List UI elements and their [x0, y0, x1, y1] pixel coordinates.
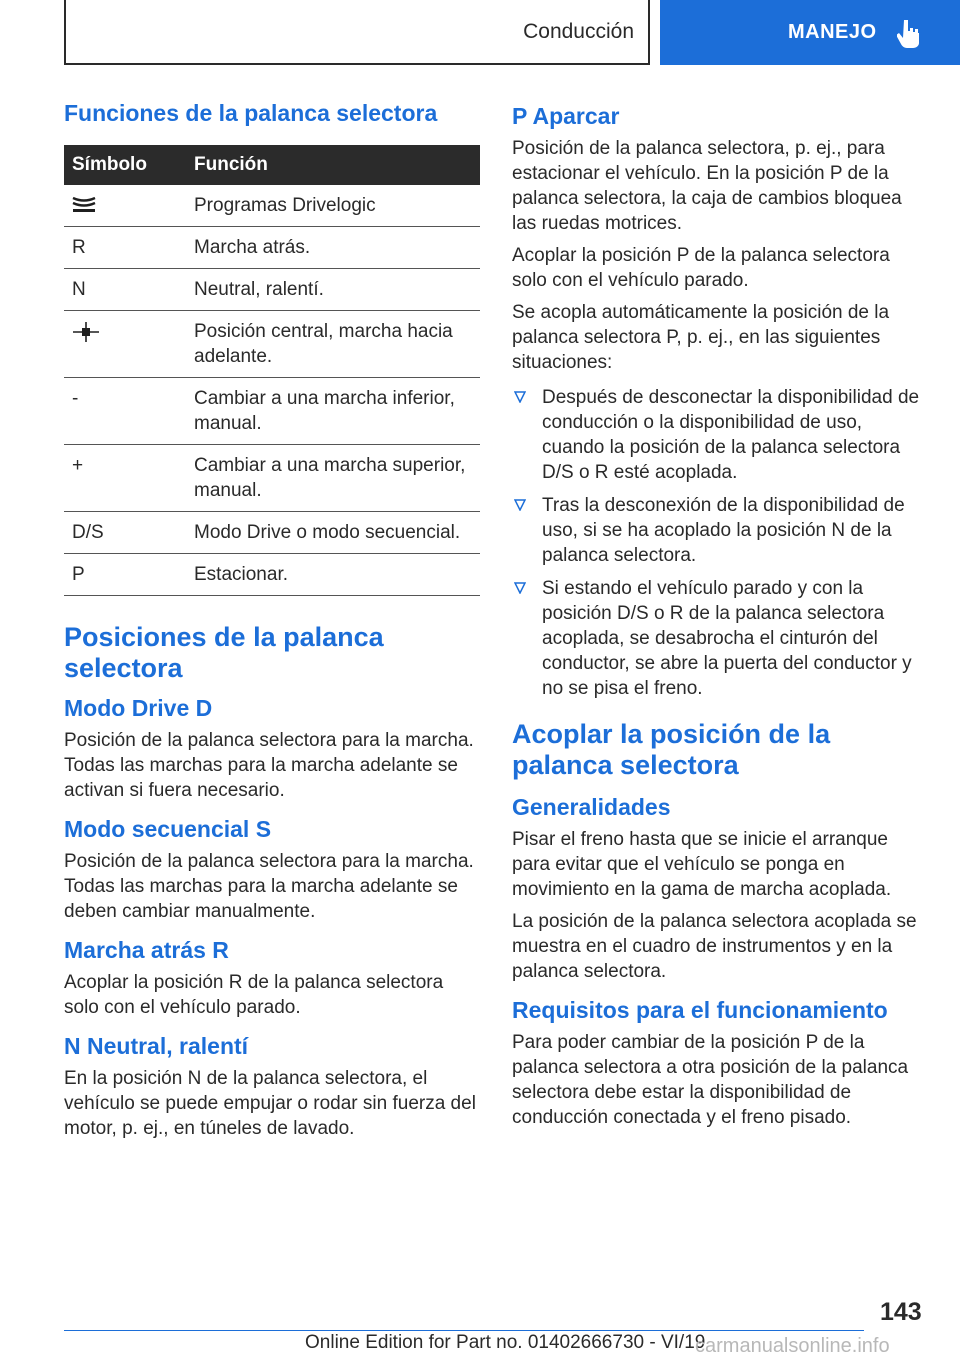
- park-heading: P Aparcar: [512, 103, 620, 129]
- column-header-function: Función: [194, 154, 268, 175]
- header-chapter-tab[interactable]: [660, 0, 960, 65]
- sequential-mode-text: Posición de la palanca selectora para la marcha. Todas las marchas para la marcha adelante se deben cambiar manualmente.: [64, 851, 474, 922]
- table-cell-symbol: R: [64, 227, 188, 269]
- hand-pointer-icon: [897, 18, 923, 48]
- table-cell-function: Marcha atrás.: [188, 227, 480, 269]
- watermark: carmanualsonline.info: [695, 1335, 890, 1357]
- footer-edition: Online Edition for Part no. 01402666730 - VI/19: [305, 1332, 706, 1353]
- table-row: [64, 311, 480, 378]
- drive-mode-text: Posición de la palanca selectora para la marcha. Todas las marchas para la marcha adelante se activan si fuera necesario.: [64, 730, 474, 801]
- positions-heading: Posiciones de la palanca selectora: [64, 622, 384, 683]
- table-cell-function: Neutral, ralentí.: [188, 269, 480, 311]
- table-cell-function: Modo Drive o modo secuencial.: [188, 512, 480, 554]
- table-cell-symbol: [64, 185, 188, 227]
- center-position-icon: [72, 321, 100, 343]
- list-item: [512, 576, 928, 701]
- table-cell-symbol: P: [64, 554, 188, 596]
- column-header-symbol: Símbolo: [72, 154, 147, 175]
- general-paragraph-2: La posición de la palanca selectora acoplada se muestra en el cuadro de instrumentos y en la palanca selectora.: [512, 911, 917, 982]
- reverse-text: Acoplar la posición R de la palanca selectora solo con el vehículo parado.: [64, 972, 444, 1018]
- header-chapter-label: MANEJO: [788, 21, 877, 43]
- list-item: [512, 493, 928, 568]
- sequential-mode-heading: Modo secuencial S: [64, 816, 272, 842]
- drivelogic-icon: [72, 195, 96, 215]
- list-item: [512, 385, 928, 485]
- reverse-heading: Marcha atrás R: [64, 937, 229, 963]
- table-row: [64, 378, 480, 445]
- table-row: [64, 445, 480, 512]
- neutral-heading: N Neutral, ralentí: [64, 1033, 249, 1059]
- table-cell-function: Programas Drivelogic: [188, 185, 480, 227]
- page-number: 143: [880, 1298, 922, 1326]
- table-row: [64, 185, 480, 227]
- list-item-text: Después de desconectar la disponibilidad de conducción o la disponibilidad de uso, cuando la posición de la palanca selectora D/S o R esté acoplada.: [542, 387, 920, 483]
- bullet-triangle-icon: [514, 391, 526, 403]
- table-row: [64, 269, 480, 311]
- park-paragraph-1: Posición de la palanca selectora, p. ej., para estacionar el vehículo. En la posición P de la palanca selectora, la caja de cambios bloquea las ruedas motrices.: [512, 138, 902, 234]
- general-paragraph-1: Pisar el freno hasta que se inicie el arranque para evitar que el vehículo se ponga en movimiento en la gama de marcha acoplada.: [512, 829, 892, 900]
- park-paragraph-3: Se acopla automáticamente la posición de la palanca selectora P, p. ej., en las siguientes situaciones:: [512, 302, 890, 373]
- bullet-triangle-icon: [514, 499, 526, 511]
- general-heading: Generalidades: [512, 794, 671, 820]
- park-bullet-list: [512, 385, 928, 701]
- requirements-heading: Requisitos para el funcionamiento: [512, 997, 888, 1023]
- engage-heading: Acoplar la posición de la palanca selectora: [512, 719, 831, 780]
- table-heading: Funciones de la palanca selectora: [64, 100, 438, 126]
- table-cell-function: Cambiar a una marcha superior, manual.: [188, 445, 480, 512]
- table-cell-symbol: +: [64, 445, 188, 512]
- table-cell-function: Posición central, marcha hacia adelante.: [188, 311, 480, 378]
- table-cell-function: Cambiar a una marcha inferior, manual.: [188, 378, 480, 445]
- left-column: [64, 100, 482, 1141]
- table-cell-symbol: N: [64, 269, 188, 311]
- header-section-label: Conducción: [523, 19, 634, 43]
- park-paragraph-2: Acoplar la posición P de la palanca selectora solo con el vehículo parado.: [512, 245, 890, 291]
- header-section-box: [64, 0, 650, 65]
- drive-mode-heading: Modo Drive D: [64, 695, 213, 721]
- right-column: [512, 100, 928, 1130]
- table-cell-symbol: -: [64, 378, 188, 445]
- list-item-text: Si estando el vehículo parado y con la posición D/S o R de la palanca selectora acoplada, se desabrocha el cinturón del conductor, se abre la puerta del conductor y no se pisa el freno.: [542, 578, 912, 699]
- neutral-text: En la posición N de la palanca selectora, el vehículo se puede empujar o rodar sin fuerza del motor, p. ej., en túneles de lavado.: [64, 1068, 476, 1139]
- table-row: [64, 554, 480, 596]
- table-cell-symbol: [64, 311, 188, 378]
- table-row: [64, 227, 480, 269]
- requirements-text: Para poder cambiar de la posición P de la palanca selectora a otra posición de la palanca selectora debe estar la disponibilidad de conducción conectada y el freno pisado.: [512, 1032, 909, 1128]
- selector-functions-table: [64, 145, 480, 596]
- table-cell-symbol: D/S: [64, 512, 188, 554]
- table-header-row: [64, 145, 480, 185]
- bullet-triangle-icon: [514, 582, 526, 594]
- footer-divider: [64, 1330, 864, 1331]
- list-item-text: Tras la desconexión de la disponibilidad de uso, si se ha acoplado la posición N de la palanca selectora.: [542, 495, 905, 566]
- table-cell-function: Estacionar.: [188, 554, 480, 596]
- table-row: [64, 512, 480, 554]
